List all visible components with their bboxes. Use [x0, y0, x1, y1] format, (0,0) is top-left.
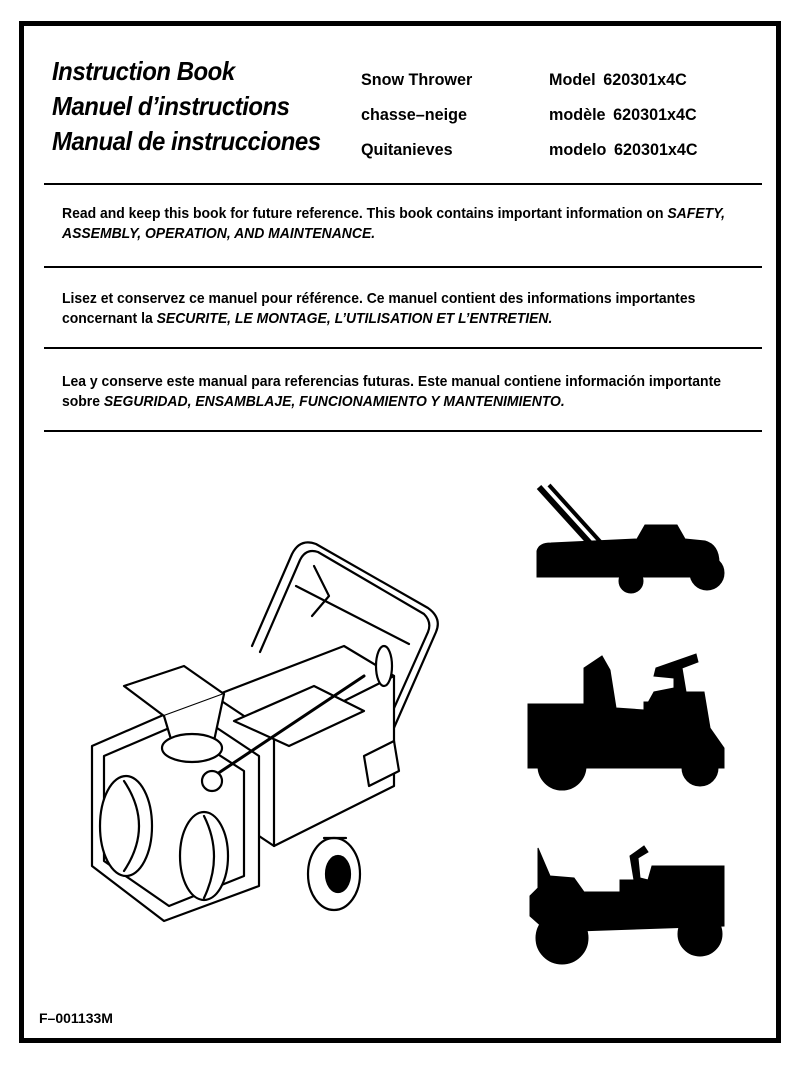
model-block [549, 62, 705, 167]
notice-text: Read and keep this book for future reference. This book contains important information on [62, 205, 668, 222]
title-french: Manuel d’instructions [52, 91, 290, 121]
model-spanish [549, 132, 698, 167]
product-english: Snow Thrower [361, 70, 473, 89]
model-number: 620301x4C [614, 140, 698, 159]
title-spanish: Manual de instrucciones [52, 126, 321, 156]
notice-english [62, 204, 752, 244]
divider [44, 183, 762, 185]
notice-emphasis: SAFETY, ASSEMBLY, OPERATION, AND MAINTENANCE. [62, 205, 725, 242]
title-english: Instruction Book [52, 56, 235, 86]
snow-thrower-illustration [64, 526, 464, 936]
product-french: chasse–neige [361, 105, 467, 124]
model-french [549, 97, 698, 132]
model-label: Model [549, 70, 596, 89]
notice-emphasis: SECURITE, LE MONTAGE, L’UTILISATION ET L’ENTRETIEN. [156, 310, 553, 327]
model-label: modelo [549, 140, 607, 159]
notice-text: Lisez et conservez ce manuel pour référence. Ce manuel contient des informations importantes concernant la [62, 290, 696, 327]
product-spanish: Quitanieves [361, 140, 453, 159]
garden-tractor-silhouette [524, 836, 734, 966]
model-english [549, 62, 698, 97]
notice-emphasis: SEGURIDAD, ENSAMBLAJE, FUNCIONAMIENTO Y MANTENIMIENTO. [103, 393, 565, 410]
divider [44, 266, 762, 268]
lawn-tractor-silhouette [524, 648, 734, 788]
form-code: F–001133M [39, 1010, 113, 1026]
model-label: modèle [549, 105, 606, 124]
title-block [52, 54, 344, 159]
lawn-mower-silhouette [527, 481, 727, 591]
model-number: 620301x4C [613, 105, 697, 124]
page-frame [19, 21, 781, 1043]
notice-spanish [62, 372, 752, 412]
notice-text: Lea y conserve este manual para referencias futuras. Este manual contiene información importante sobre [62, 373, 721, 410]
divider [44, 347, 762, 349]
divider [44, 430, 762, 432]
model-number: 620301x4C [603, 70, 687, 89]
product-block [361, 62, 478, 167]
notice-french [62, 289, 752, 329]
